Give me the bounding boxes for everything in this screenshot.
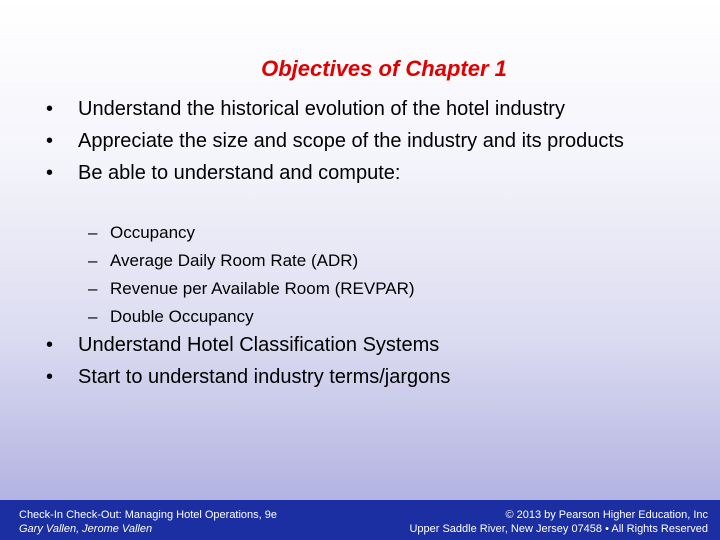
sub-bullet-item — [88, 303, 415, 331]
bullet-item — [46, 125, 706, 157]
objectives-list — [46, 93, 706, 189]
footer-address: Upper Saddle River, New Jersey 07458 • All Rights Reserved — [409, 523, 708, 535]
bullet-text: Start to understand industry terms/jargons — [78, 366, 451, 388]
sub-bullet-text: Revenue per Available Room (REVPAR) — [110, 279, 415, 298]
bullet-icon: • — [46, 334, 54, 356]
compute-sublist — [88, 219, 415, 331]
dash-icon: – — [88, 279, 98, 298]
sub-bullet-item — [88, 275, 415, 303]
sub-bullet-item — [88, 219, 415, 247]
bullet-icon: • — [46, 366, 54, 388]
dash-icon: – — [88, 223, 98, 242]
footer-copyright: © 2013 by Pearson Higher Education, Inc — [505, 509, 708, 521]
dash-icon: – — [88, 251, 98, 270]
sub-bullet-text: Occupancy — [110, 223, 196, 242]
bullet-icon: • — [46, 162, 54, 184]
sub-bullet-text: Average Daily Room Rate (ADR) — [110, 251, 359, 270]
bullet-icon: • — [46, 130, 54, 152]
slide-title: Objectives of Chapter 1 — [261, 56, 507, 81]
bullet-item — [46, 93, 706, 125]
bullet-icon: • — [46, 98, 54, 120]
bullet-text: Understand Hotel Classification Systems — [78, 334, 440, 356]
bullet-text: Appreciate the size and scope of the industry and its products — [78, 130, 624, 152]
bullet-text: Understand the historical evolution of the hotel industry — [78, 98, 565, 120]
sub-bullet-item — [88, 247, 415, 275]
footer-book-title: Check-In Check-Out: Managing Hotel Operations, 9e — [19, 509, 278, 521]
footer-authors: Gary Vallen, Jerome Vallen — [19, 523, 153, 535]
dash-icon: – — [88, 307, 98, 326]
objectives-list-continued — [46, 329, 706, 393]
bullet-item — [46, 329, 706, 361]
bullet-item — [46, 361, 706, 393]
bullet-item — [46, 157, 706, 189]
footer-book-info — [19, 508, 277, 536]
footer-publisher-info — [409, 508, 708, 536]
footer-bar — [0, 500, 720, 540]
sub-bullet-text: Double Occupancy — [110, 307, 254, 326]
bullet-text: Be able to understand and compute: — [78, 162, 401, 184]
